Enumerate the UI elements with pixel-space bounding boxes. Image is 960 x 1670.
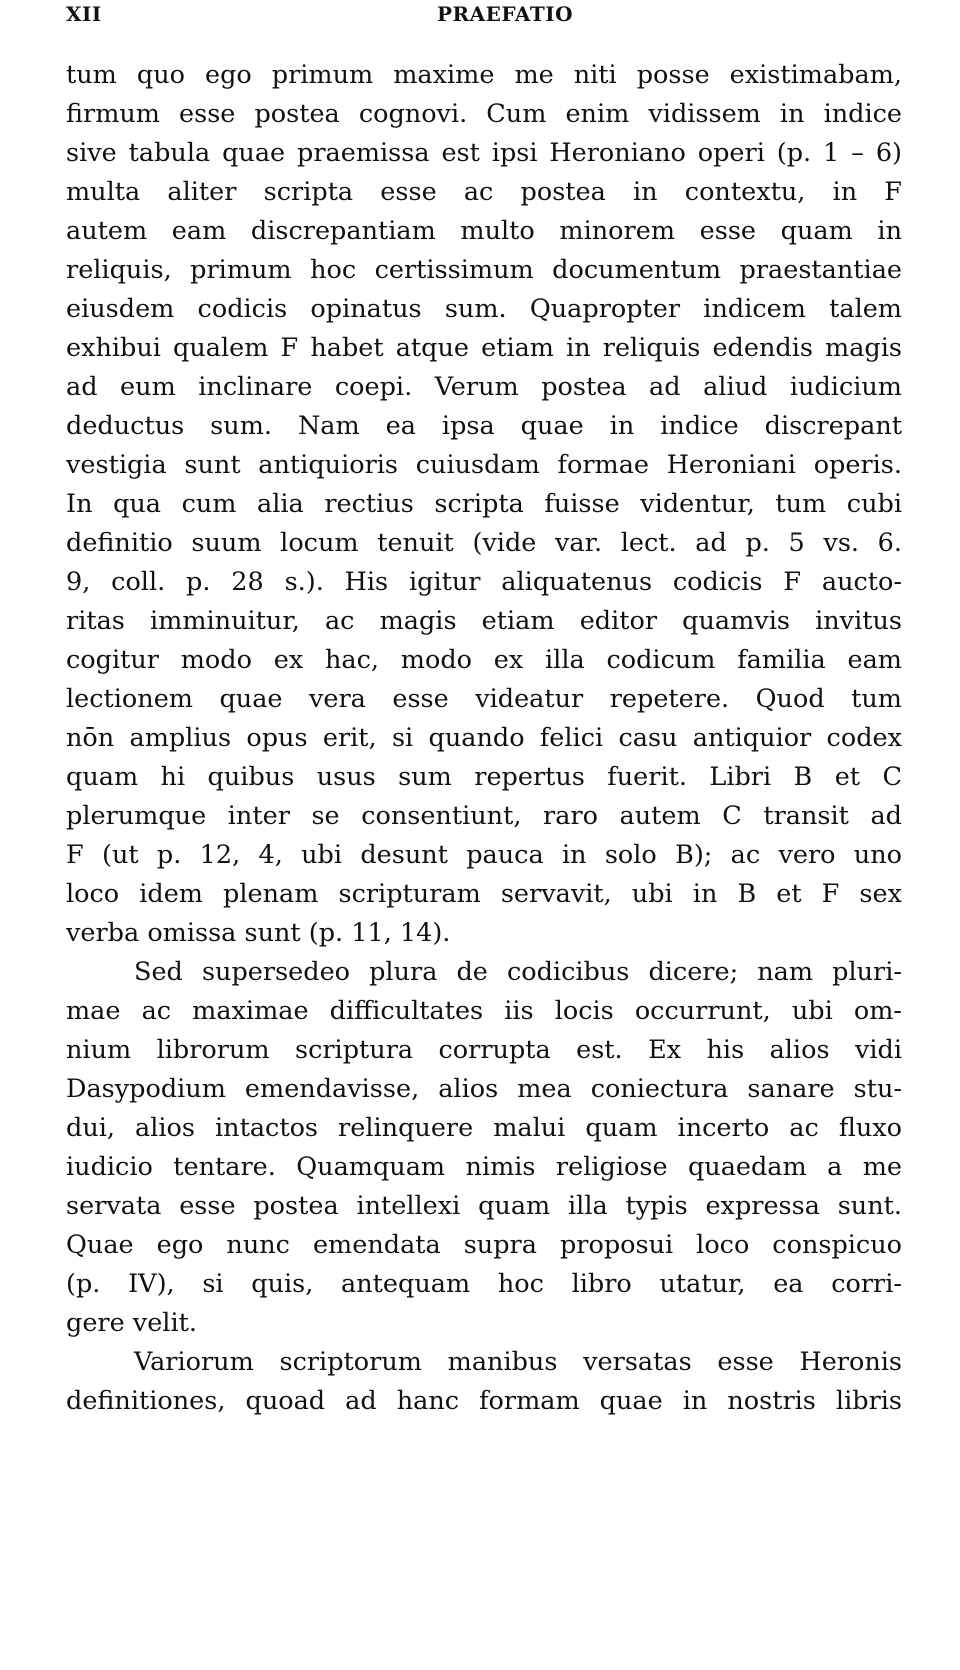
text-line: mae ac maximae difficultates iis locis occurrunt, ubi om- <box>66 996 902 1026</box>
text-line: multa aliter scripta esse ac postea in contextu, in F <box>66 177 902 207</box>
text-line: nium librorum scriptura corrupta est. Ex his alios vidi <box>66 1035 902 1065</box>
text-line: deductus sum. Nam ea ipsa quae in indice discrepant <box>66 411 902 441</box>
text-line: definitiones, quoad ad hanc formam quae in nostris libris <box>66 1386 902 1416</box>
running-head <box>66 2 904 36</box>
text-line: gere velit. <box>66 1308 197 1338</box>
text-line: F (ut p. 12, 4, ubi desunt pauca in solo B); ac vero uno <box>66 840 902 870</box>
text-line: quam hi quibus usus sum repertus fuerit. Libri B et C <box>66 762 902 792</box>
text-line: Sed supersedeo plura de codicibus dicere; nam pluri- <box>134 957 902 987</box>
text-line: autem eam discrepantiam multo minorem esse quam in <box>66 216 902 246</box>
text-line: eiusdem codicis opinatus sum. Quapropter indicem talem <box>66 294 902 324</box>
text-line: vestigia sunt antiquioris cuiusdam formae Heroniani operis. <box>66 450 902 480</box>
body-text <box>66 56 902 1421</box>
page-number: XII <box>66 2 102 26</box>
text-line: 9, coll. p. 28 s.). His igitur aliquatenus codicis F aucto- <box>66 567 902 597</box>
text-line: Variorum scriptorum manibus versatas esse Heronis <box>134 1347 902 1377</box>
text-line: Dasypodium emendavisse, alios mea coniectura sanare stu- <box>66 1074 902 1104</box>
text-line: dui, alios intactos relinquere malui quam incerto ac fluxo <box>66 1113 902 1143</box>
text-line: ritas imminuitur, ac magis etiam editor quamvis invitus <box>66 606 902 636</box>
text-line: In qua cum alia rectius scripta fuisse videntur, tum cubi <box>66 489 902 519</box>
text-line: definitio suum locum tenuit (vide var. lect. ad p. 5 vs. 6. <box>66 528 902 558</box>
text-line: sive tabula quae praemissa est ipsi Heroniano operi (p. 1 – 6) <box>66 138 902 168</box>
text-line: (p. IV), si quis, antequam hoc libro utatur, ea corri- <box>66 1269 902 1299</box>
text-line: verba omissa sunt (p. 11, 14). <box>66 918 451 948</box>
text-line: reliquis, primum hoc certissimum documentum praestantiae <box>66 255 902 285</box>
text-line: cogitur modo ex hac, modo ex illa codicum familia eam <box>66 645 902 675</box>
text-line: exhibui qualem F habet atque etiam in reliquis edendis magis <box>66 333 902 363</box>
text-line: tum quo ego primum maxime me niti posse existimabam, <box>66 60 902 90</box>
text-line: servata esse postea intellexi quam illa typis expressa sunt. <box>66 1191 902 1221</box>
text-line: plerumque inter se consentiunt, raro autem C transit ad <box>66 801 902 831</box>
text-line: iudicio tentare. Quamquam nimis religiose quaedam a me <box>66 1152 902 1182</box>
text-line: ad eum inclinare coepi. Verum postea ad aliud iudicium <box>66 372 902 402</box>
text-line: lectionem quae vera esse videatur repetere. Quod tum <box>66 684 902 714</box>
text-line: nōn amplius opus erit, si quando felici casu antiquior codex <box>66 723 902 753</box>
text-line: Quae ego nunc emendata supra proposui loco conspicuo <box>66 1230 902 1260</box>
text-line: firmum esse postea cognovi. Cum enim vidissem in indice <box>66 99 902 129</box>
text-line: loco idem plenam scripturam servavit, ubi in B et F sex <box>66 879 902 909</box>
running-title: PRAEFATIO <box>436 2 574 26</box>
